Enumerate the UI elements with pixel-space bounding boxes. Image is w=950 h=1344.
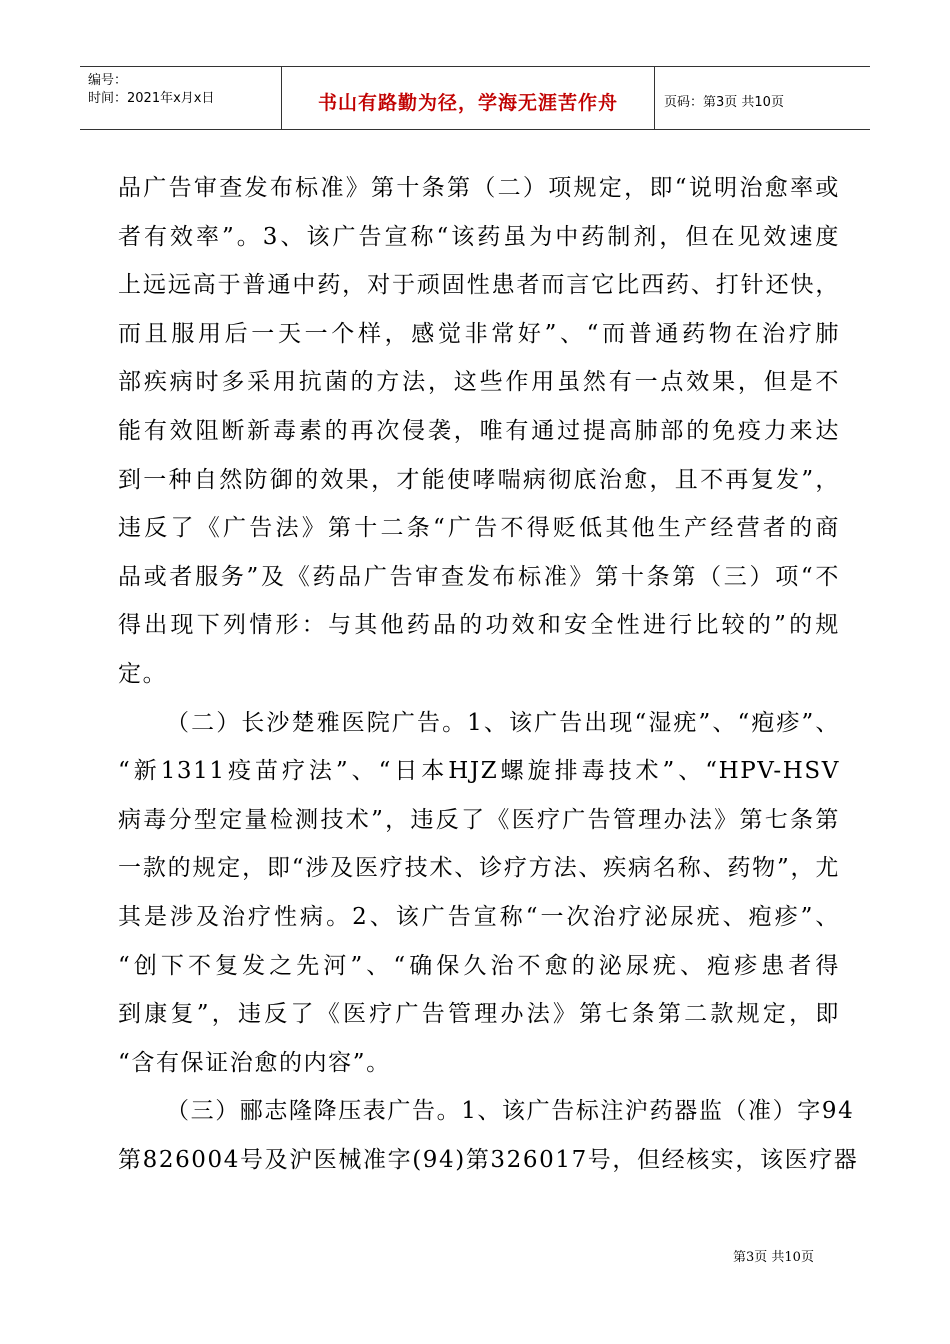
text-line: （三）郦志隆降压表广告。1、该广告标注沪药器监（准）字94: [166, 1098, 855, 1125]
text-line: 而且服用后一天一个样，感觉非常好”、“而普通药物在治疗肺: [118, 320, 840, 347]
header-meta-cell: [80, 67, 282, 129]
date-label: 时间：2021年x月x日: [88, 91, 215, 106]
header-page-cell: [655, 67, 870, 129]
paragraph-3: [118, 1087, 859, 1184]
motto-text: 书山有路勤为径，学海无涯苦作舟: [317, 92, 618, 114]
text-line: “含有保证治愈的内容”。: [118, 1049, 391, 1076]
text-line: 一款的规定，即“涉及医疗技术、诊疗方法、疾病名称、药物”，尤: [118, 855, 840, 882]
text-line: 者有效率”。3、该广告宣称“该药虽为中药制剂，但在见效速度: [118, 223, 840, 250]
text-line: （二）长沙楚雅医院广告。1、该广告出现“湿疣”、“疱疹”、: [166, 709, 840, 736]
number-label: 编号：: [88, 73, 128, 88]
text-line: 到康复”，违反了《医疗广告管理办法》第七条第二款规定，即: [118, 1001, 840, 1028]
text-line: “创下不复发之先河”、“确保久治不愈的泌尿疣、疱疹患者得: [118, 952, 840, 979]
text-line: 得出现下列情形：与其他药品的功效和安全性进行比较的”的规: [118, 612, 840, 639]
text-line: 病毒分型定量检测技术”，违反了《医疗广告管理办法》第七条第: [118, 806, 840, 833]
paragraph-1: [118, 164, 840, 699]
text-line: “新1311疫苗疗法”、“日本HJZ螺旋排毒技术”、“HPV-HSV: [118, 758, 840, 785]
text-line: 其是涉及治疗性病。2、该广告宣称“一次治疗泌尿疣、疱疹”、: [118, 903, 840, 930]
text-line: 部疾病时多采用抗菌的方法，这些作用虽然有一点效果，但是不: [118, 369, 840, 396]
header-motto-cell: [282, 67, 655, 129]
document-body: [118, 164, 859, 1184]
paragraph-2: [118, 699, 840, 1088]
document-header: [80, 66, 870, 130]
text-line: 定。: [118, 660, 168, 687]
text-line: 违反了《广告法》第十二条“广告不得贬低其他生产经营者的商: [118, 515, 840, 542]
text-line: 品或者服务”及《药品广告审查发布标准》第十条第（三）项“不: [118, 563, 840, 590]
text-line: 到一种自然防御的效果，才能使哮喘病彻底治愈，且不再复发”，: [118, 466, 840, 493]
text-line: 品广告审查发布标准》第十条第（二）项规定，即“说明治愈率或: [118, 175, 840, 201]
text-line: 第826004号及沪医械准字(94)第326017号，但经核实，该医疗器: [118, 1146, 859, 1173]
text-line: 能有效阻断新毒素的再次侵袭，唯有通过提高肺部的免疫力来达: [118, 417, 840, 444]
page-footer: 第3页 共10页: [733, 1250, 814, 1265]
text-line: 上远远高于普通中药，对于顽固性患者而言它比西药、打针还快，: [118, 272, 840, 299]
header-page-info: 页码：第3页 共10页: [664, 95, 784, 110]
